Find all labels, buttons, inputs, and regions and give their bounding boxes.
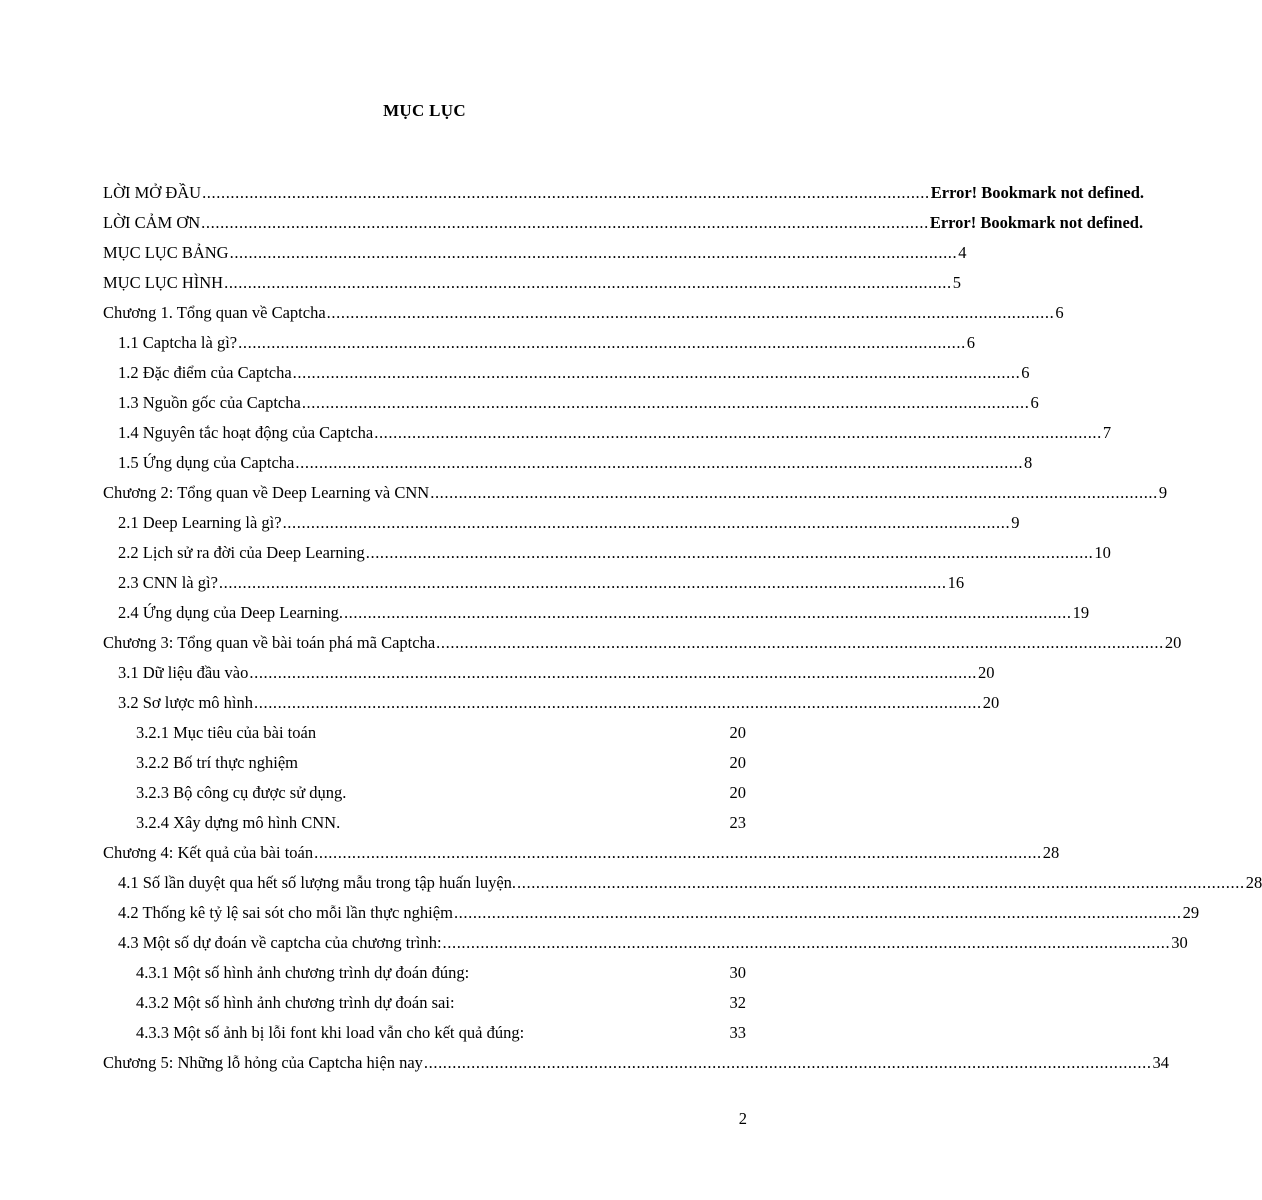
toc-entry[interactable] [103, 483, 1168, 503]
page-number: 2 [738, 1109, 747, 1128]
dot-leader: .......................................................................................................................................................... [442, 933, 1171, 952]
toc-entry-page: 33 [729, 1023, 746, 1042]
toc-entry[interactable] [136, 723, 746, 743]
toc-entry[interactable] [118, 903, 1200, 923]
toc-entry-label: 3.2.2 Bố trí thực nghiệm [136, 753, 299, 772]
toc-entry[interactable] [136, 963, 746, 983]
toc-entry-page: 23 [729, 813, 746, 832]
dot-leader: .......................................................................................................................................................... [314, 843, 1042, 862]
toc-entry-page: Error! Bookmark not defined. [929, 213, 1144, 232]
toc-entry[interactable] [136, 783, 746, 803]
toc-entry[interactable] [118, 603, 1090, 623]
dot-leader: .......................................................................................................................................................... [343, 603, 1072, 622]
toc-entry[interactable] [118, 513, 1020, 533]
toc-entry-label: 3.2 Sơ lược mô hình [118, 693, 254, 712]
dot-leader: .......................................................................................................................................................... [301, 393, 1030, 412]
toc-entry[interactable] [118, 453, 1033, 473]
toc-entry-label: 1.5 Ứng dụng của Captcha [118, 453, 295, 472]
dot-leader: .......................................................................................................................................................... [254, 693, 982, 712]
toc-entry[interactable] [103, 843, 1060, 863]
dot-leader: .......................................................................................................................................................... [282, 513, 1011, 532]
toc-entry-page: 5 [952, 273, 961, 292]
toc-entry[interactable] [136, 753, 746, 773]
toc-entry-label: 4.3.3 Một số ảnh bị lỗi font khi load vẫn cho kết quả đúng: [136, 1023, 525, 1042]
toc-entry[interactable] [103, 183, 1145, 203]
toc-entry-label: Chương 4: Kết quả của bài toán [103, 843, 314, 862]
toc-entry-page: 4 [958, 243, 967, 262]
toc-entry-label: 2.4 Ứng dụng của Deep Learning. [118, 603, 343, 622]
toc-entry[interactable] [103, 213, 1144, 233]
toc-entry-label: 2.2 Lịch sử ra đời của Deep Learning [118, 543, 365, 562]
toc-entry-label: 1.2 Đặc điểm của Captcha [118, 363, 292, 382]
toc-entry-label: Chương 1. Tổng quan về Captcha [103, 303, 326, 322]
toc-entry-page: 7 [1102, 423, 1112, 442]
toc-entry-label: 3.1 Dữ liệu đầu vào [118, 663, 249, 682]
toc-entry-page: 30 [1171, 933, 1188, 952]
toc-entry-page: 10 [1094, 543, 1111, 562]
toc-entry-label: Chương 3: Tổng quan về bài toán phá mã Captcha [103, 633, 436, 652]
toc-entry[interactable] [103, 303, 1064, 323]
toc-entry-label: 3.2.3 Bộ công cụ được sử dụng. [136, 783, 347, 802]
dot-leader: .......................................................................................................................................................... [224, 273, 952, 292]
toc-entry[interactable] [103, 243, 967, 263]
toc-entry-page: 20 [729, 723, 746, 742]
dot-leader: .......................................................................................................................................................... [218, 573, 947, 592]
toc-entry-page: 9 [1011, 513, 1020, 532]
toc-entry-label: 3.2.1 Mục tiêu của bài toán [136, 723, 317, 742]
toc-entry-page: 6 [1030, 393, 1039, 412]
toc-entry-label: 4.3.2 Một số hình ảnh chương trình dự đoán sai: [136, 993, 455, 1012]
toc-entry-label: MỤC LỤC BẢNG [103, 243, 229, 262]
page-title: MỤC LỤC [383, 101, 466, 120]
dot-leader: .......................................................................................................................................................... [229, 243, 958, 262]
toc-entry[interactable] [136, 1023, 746, 1043]
toc-entry-page: 8 [1024, 453, 1033, 472]
dot-leader: .......................................................................................................................................................... [201, 213, 929, 232]
dot-leader: .......................................................................................................................................................... [326, 303, 1055, 322]
toc-entry-page: 9 [1158, 483, 1168, 502]
toc-entry-label: 4.1 Số lần duyệt qua hết số lượng mẫu trong tập huấn luyện. [118, 873, 517, 892]
toc-entry[interactable] [103, 633, 1182, 653]
toc-entry-page: 30 [729, 963, 746, 982]
toc-entry-page: 28 [1042, 843, 1060, 862]
dot-leader: .......................................................................................................................................................... [292, 363, 1021, 382]
toc-entry[interactable] [118, 573, 965, 593]
toc-entry-page: 20 [1164, 633, 1182, 652]
toc-entry[interactable] [118, 873, 1262, 893]
toc-entry-label: MỤC LỤC HÌNH [103, 273, 224, 292]
toc-entry-page: 20 [978, 663, 995, 682]
toc-entry-page: 6 [966, 333, 976, 352]
toc-entry-label: 2.1 Deep Learning là gì? [118, 513, 282, 532]
toc-entry-label: 1.3 Nguồn gốc của Captcha [118, 393, 301, 412]
toc-entry-page: 20 [982, 693, 1000, 712]
toc-entry-label: Chương 2: Tổng quan về Deep Learning và CNN [103, 483, 430, 502]
dot-leader: .......................................................................................................................................................... [295, 453, 1024, 472]
dot-leader: .......................................................................................................................................................... [453, 903, 1182, 922]
toc-entry[interactable] [118, 933, 1188, 953]
toc-entry[interactable] [118, 423, 1112, 443]
dot-leader: .......................................................................................................................................................... [365, 543, 1094, 562]
toc-entry-page: 29 [1182, 903, 1200, 922]
dot-leader: .......................................................................................................................................................... [238, 333, 966, 352]
toc-entry-label: 1.4 Nguyên tắc hoạt động của Captcha [118, 423, 374, 442]
toc-entry[interactable] [103, 1053, 1170, 1073]
toc-entry-label: 1.1 Captcha là gì? [118, 333, 238, 352]
toc-entry-page: 6 [1055, 303, 1064, 322]
toc-entry-page: 20 [729, 753, 746, 772]
toc-entry-page: 20 [729, 783, 746, 802]
toc-entry[interactable] [136, 993, 746, 1013]
toc-entry[interactable] [103, 273, 961, 293]
toc-entry[interactable] [118, 663, 995, 683]
toc-entry[interactable] [136, 813, 746, 833]
dot-leader: .......................................................................................................................................................... [517, 873, 1245, 892]
dot-leader: .......................................................................................................................................................... [202, 183, 930, 202]
toc-entry-page: Error! Bookmark not defined. [930, 183, 1145, 202]
dot-leader: .......................................................................................................................................................... [430, 483, 1158, 502]
toc-entry-page: 34 [1152, 1053, 1170, 1072]
dot-leader: .......................................................................................................................................................... [249, 663, 978, 682]
toc-entry[interactable] [118, 543, 1111, 563]
toc-entry-label: LỜI CẢM ƠN [103, 213, 201, 232]
toc-entry[interactable] [118, 693, 1000, 713]
toc-entry-page: 19 [1072, 603, 1090, 622]
toc-entry-page: 6 [1021, 363, 1030, 382]
toc-entry-label: Chương 5: Những lỗ hỏng của Captcha hiện nay [103, 1053, 423, 1072]
toc-entry[interactable] [118, 363, 1030, 383]
toc-entry-label: 4.2 Thống kê tỷ lệ sai sót cho mỗi lần thực nghiệm [118, 903, 453, 922]
dot-leader: .......................................................................................................................................................... [423, 1053, 1152, 1072]
toc-entry-page: 16 [947, 573, 965, 592]
toc-entry-label: 4.3 Một số dự đoán về captcha của chương trình: [118, 933, 442, 952]
dot-leader: .......................................................................................................................................................... [436, 633, 1164, 652]
toc-entry-page: 32 [729, 993, 746, 1012]
toc-entry[interactable] [118, 393, 1039, 413]
toc-entry-label: 4.3.1 Một số hình ảnh chương trình dự đoán đúng: [136, 963, 470, 982]
toc-entry-label: 2.3 CNN là gì? [118, 573, 218, 592]
toc-entry[interactable] [118, 333, 976, 353]
dot-leader: .......................................................................................................................................................... [374, 423, 1102, 442]
toc-entry-page: 28 [1245, 873, 1262, 892]
toc-entry-label: 3.2.4 Xây dựng mô hình CNN. [136, 813, 341, 832]
toc-entry-label: LỜI MỞ ĐẦU [103, 183, 202, 202]
